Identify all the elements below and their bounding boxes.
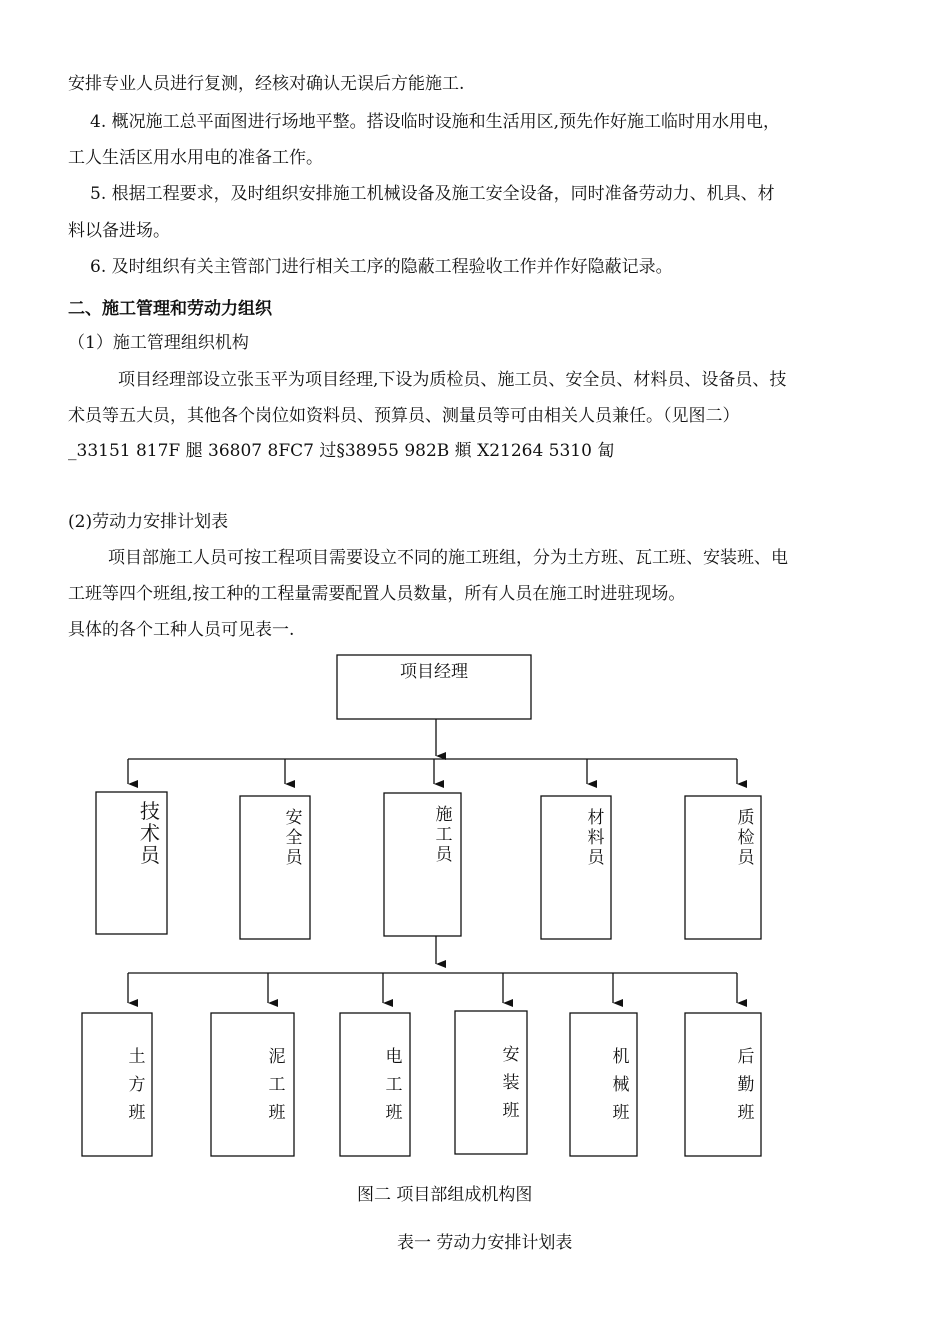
labor-para-line1: 项目部施工人员可按工程项目需要设立不同的施工班组，分为土方班、瓦工班、安装班、电 bbox=[108, 548, 788, 568]
team-label: 电工班 bbox=[385, 1047, 403, 1123]
staff-label: 安全员 bbox=[285, 808, 303, 868]
subsection-1: （1）施工管理组织机构 bbox=[68, 333, 249, 353]
section-heading: 二、施工管理和劳动力组织 bbox=[68, 299, 272, 319]
table-caption: 表一 劳动力安排计划表 bbox=[397, 1233, 573, 1253]
team-label: 机械班 bbox=[612, 1047, 630, 1123]
labor-para-line2: 工班等四个班组,按工种的工程量需要配置人员数量，所有人员在施工时进驻现场。 bbox=[68, 584, 686, 604]
staff-label: 质检员 bbox=[737, 808, 755, 868]
list-item-5: 5. 根据工程要求，及时组织安排施工机械设备及施工安全设备，同时准备劳动力、机具、材 bbox=[90, 184, 775, 204]
org-para-line1: 项目经理部设立张玉平为项目经理,下设为质检员、施工员、安全员、材料员、设备员、技 bbox=[118, 370, 787, 390]
para-line: 安排专业人员进行复测，经核对确认无误后方能施工. bbox=[68, 74, 465, 94]
figure-caption: 图二 项目部组成机构图 bbox=[357, 1185, 533, 1205]
team-label: 后勤班 bbox=[737, 1047, 755, 1123]
team-label: 土方班 bbox=[128, 1047, 146, 1123]
list-item-6: 6. 及时组织有关主管部门进行相关工序的隐蔽工程验收工作并作好隐蔽记录。 bbox=[90, 257, 673, 277]
staff-label: 材料员 bbox=[587, 808, 605, 868]
labor-para-line3: 具体的各个工种人员可见表一. bbox=[68, 620, 295, 640]
staff-label: 施工员 bbox=[435, 805, 453, 865]
list-item-4: 4. 概况施工总平面图进行场地平整。搭设临时设施和生活用区,预先作好施工临时用水用电， bbox=[90, 112, 781, 132]
team-label: 安装班 bbox=[502, 1045, 520, 1121]
staff-label: 技术员 bbox=[140, 799, 160, 867]
subsection-2: (2)劳动力安排计划表 bbox=[68, 512, 229, 532]
list-item-5-cont: 料以备进场。 bbox=[68, 221, 170, 241]
code-line: _33151 817F 腿 36807 8FC7 过§38955 982B 頫 X21264 5310 匐 bbox=[68, 441, 615, 461]
manager-label: 项目经理 bbox=[400, 662, 468, 682]
team-label: 泥工班 bbox=[268, 1047, 286, 1123]
org-para-line2: 术员等五大员，其他各个岗位如资料员、预算员、测量员等可由相关人员兼任。（见图二） bbox=[68, 406, 740, 426]
list-item-4-cont: 工人生活区用水用电的准备工作。 bbox=[68, 148, 323, 168]
